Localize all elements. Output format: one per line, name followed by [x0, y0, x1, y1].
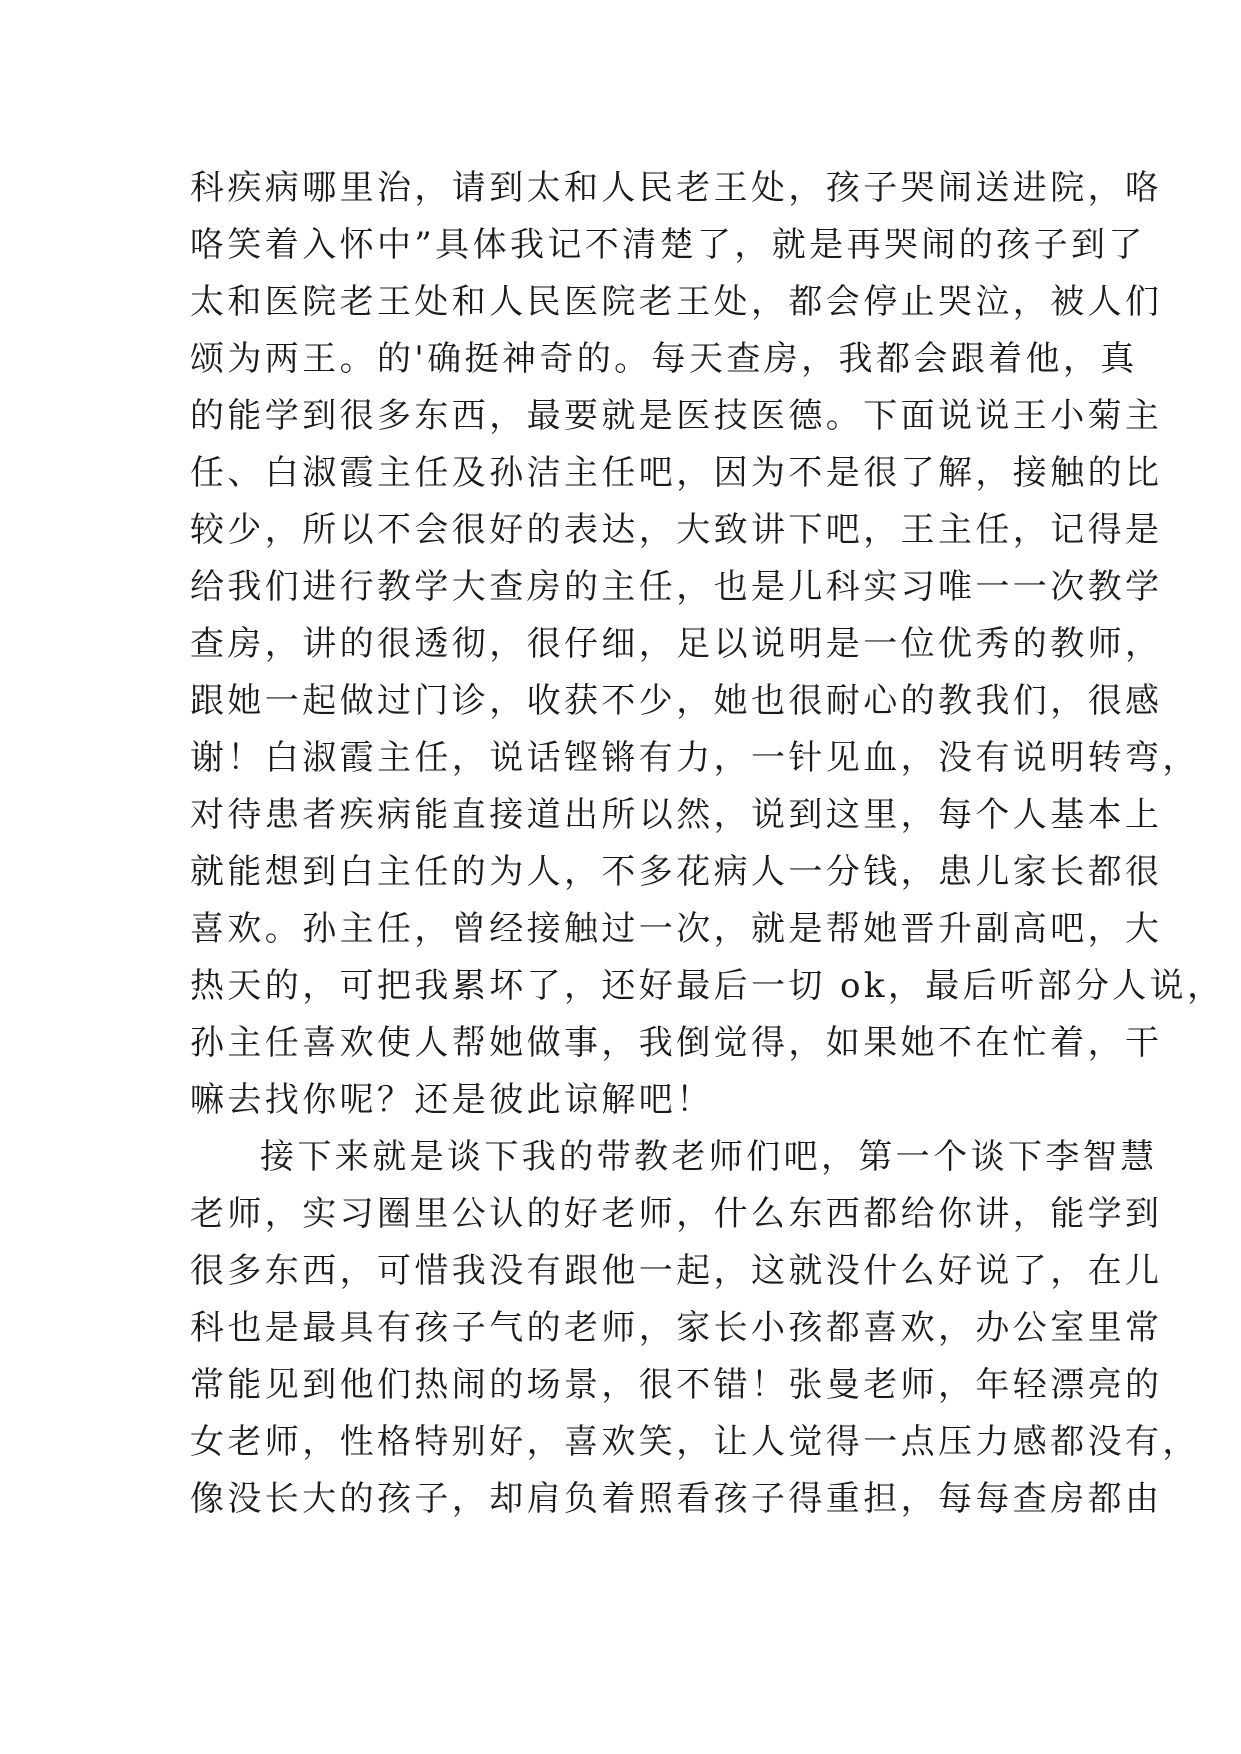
- text-line: 女老师，性格特别好，喜欢笑，让人觉得一点压力感都没有，: [190, 1422, 1200, 1462]
- text-line: 较少，所以不会很好的表达，大致讲下吧，王主任，记得是: [190, 510, 1163, 550]
- text-line: 老师，实习圈里公认的好老师，什么东西都给你讲，能学到: [190, 1194, 1163, 1234]
- text-line: 跟她一起做过门诊，收获不少，她也很耐心的教我们，很感: [190, 681, 1163, 721]
- text-line: 谢！白淑霞主任，说话铿锵有力，一针见血，没有说明转弯，: [190, 738, 1200, 778]
- text-line: 给我们进行教学大查房的主任，也是儿科实习唯一一次教学: [190, 567, 1163, 607]
- text-line: 科也是最具有孩子气的老师，家长小孩都喜欢，办公室里常: [190, 1308, 1163, 1348]
- text-line: 就能想到白主任的为人，不多花病人一分钱，患儿家长都很: [190, 852, 1163, 892]
- text-line: 像没长大的孩子，却肩负着照看孩子得重担，每每查房都由: [190, 1479, 1163, 1519]
- text-line: 的能学到很多东西，最要就是医技医德。下面说说王小菊主: [190, 396, 1163, 436]
- text-line: 热天的，可把我累坏了，还好最后一切 ok，最后听部分人说，: [190, 966, 1225, 1006]
- text-line: 嘛去找你呢？还是彼此谅解吧！: [190, 1080, 714, 1120]
- text-line: 常能见到他们热闹的场景，很不错！张曼老师，年轻漂亮的: [190, 1365, 1163, 1405]
- text-line: 科疾病哪里治，请到太和人民老王处，孩子哭闹送进院，咯: [190, 168, 1163, 208]
- text-line: 咯笑着入怀中”具体我记不清楚了，就是再哭闹的孩子到了: [190, 225, 1146, 265]
- text-line: 太和医院老王处和人民医院老王处，都会停止哭泣，被人们: [190, 282, 1163, 322]
- document-body: [190, 160, 1225, 1528]
- text-line: 任、白淑霞主任及孙洁主任吧，因为不是很了解，接触的比: [190, 453, 1163, 493]
- text-line: 颂为两王。的'确挺神奇的。每天查房，我都会跟着他，真: [190, 339, 1138, 379]
- paragraph-first-line: 接下来就是谈下我的带教老师们吧，第一个谈下李智慧: [260, 1137, 1158, 1177]
- text-line: 对待患者疾病能直接道出所以然，说到这里，每个人基本上: [190, 795, 1163, 835]
- text-line: 孙主任喜欢使人帮她做事，我倒觉得，如果她不在忙着，干: [190, 1023, 1163, 1063]
- text-line: 查房，讲的很透彻，很仔细，足以说明是一位优秀的教师，: [190, 624, 1163, 664]
- text-line: 很多东西，可惜我没有跟他一起，这就没什么好说了，在儿: [190, 1251, 1163, 1291]
- text-line: 喜欢。孙主任，曾经接触过一次，就是帮她晋升副高吧，大: [190, 909, 1163, 949]
